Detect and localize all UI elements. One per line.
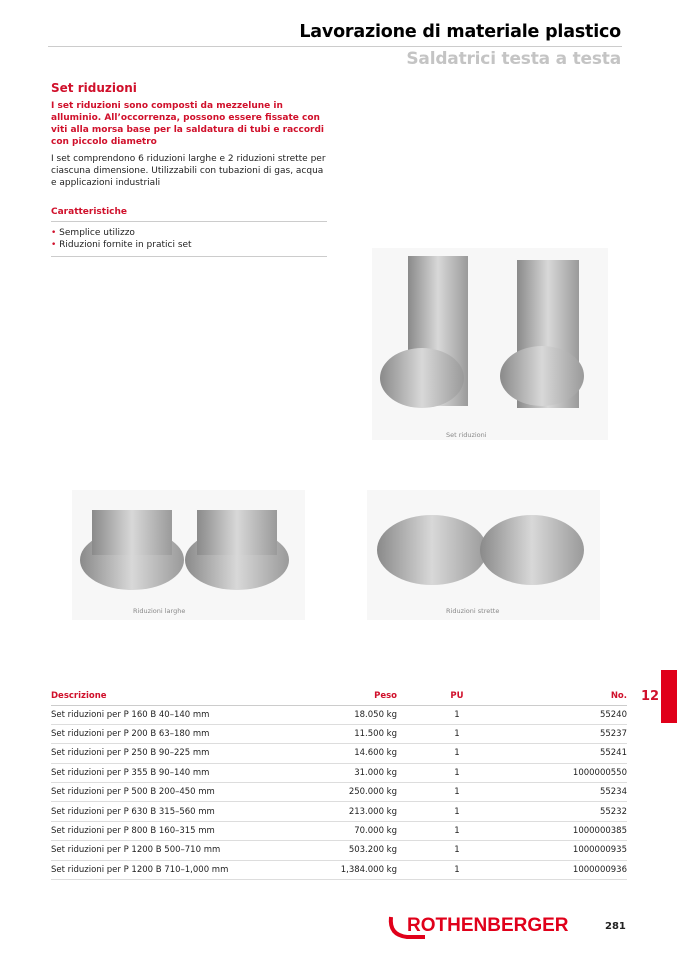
cell-weight: 503.200 kg: [277, 841, 397, 860]
cell-pu: 1: [397, 783, 517, 802]
cell-pu: 1: [397, 860, 517, 879]
features-list: [51, 228, 327, 257]
section-body: I set comprendono 6 riduzioni larghe e 2 riduzioni strette per ciascuna dimensione. Utilizzabili con tubazioni di gas, acqua e applicazioni industriali: [51, 154, 326, 188]
narrow-photo-caption: Riduzioni strette: [446, 607, 500, 615]
cell-weight: 11.500 kg: [277, 724, 397, 743]
cell-weight: 18.050 kg: [277, 705, 397, 724]
col-pu: PU: [397, 688, 517, 705]
product-table: [51, 688, 627, 880]
cell-description: Set riduzioni per P 1200 B 500–710 mm: [51, 841, 277, 860]
brand-logo-mark: [385, 909, 590, 941]
narrow-reductions-photo: [367, 490, 600, 620]
cell-weight: 250.000 kg: [277, 783, 397, 802]
cell-weight: 213.000 kg: [277, 802, 397, 821]
cell-weight: 70.000 kg: [277, 821, 397, 840]
svg-text:ROTHENBERGER: ROTHENBERGER: [407, 915, 569, 936]
cell-description: Set riduzioni per P 200 B 63–180 mm: [51, 724, 277, 743]
section-intro: I set riduzioni sono composti da mezzelune in alluminio. All’occorrenza, possono essere fissate con viti alla morsa base per la saldatura di tubi e raccordi con piccolo diametro: [51, 101, 324, 147]
cell-description: Set riduzioni per P 160 B 40–140 mm: [51, 705, 277, 724]
cell-number: 1000000385: [517, 821, 627, 840]
features-title: Caratteristiche: [51, 207, 327, 222]
table-row: [51, 821, 627, 840]
cell-weight: 1,384.000 kg: [277, 860, 397, 879]
wide-reductions-illustration: [72, 490, 305, 600]
cell-pu: 1: [397, 724, 517, 743]
feature-item: • Riduzioni fornite in pratici set: [51, 240, 327, 252]
cell-pu: 1: [397, 744, 517, 763]
wide-photo-caption: Riduzioni larghe: [133, 607, 186, 615]
rothenberger-logo: [385, 909, 590, 945]
narrow-reductions-illustration: [367, 490, 600, 600]
col-weight: Peso: [277, 688, 397, 705]
chapter-number: 12: [641, 689, 660, 704]
col-description: Descrizione: [51, 688, 277, 705]
cell-pu: 1: [397, 841, 517, 860]
feature-item: • Semplice utilizzo: [51, 228, 327, 240]
cell-description: Set riduzioni per P 630 B 315–560 mm: [51, 802, 277, 821]
main-product-photo: [372, 248, 608, 440]
table-row: [51, 802, 627, 821]
cell-description: Set riduzioni per P 500 B 200–450 mm: [51, 783, 277, 802]
table-row: [51, 860, 627, 879]
page-number: 281: [605, 921, 626, 932]
table-row: [51, 763, 627, 782]
cell-number: 1000000936: [517, 860, 627, 879]
cell-number: 55232: [517, 802, 627, 821]
cell-pu: 1: [397, 802, 517, 821]
cell-number: 55240: [517, 705, 627, 724]
wide-reductions-photo: [72, 490, 305, 620]
cell-weight: 31.000 kg: [277, 763, 397, 782]
page-title: Lavorazione di materiale plastico: [299, 22, 621, 42]
cell-description: Set riduzioni per P 250 B 90–225 mm: [51, 744, 277, 763]
cell-description: Set riduzioni per P 1200 B 710–1,000 mm: [51, 860, 277, 879]
cell-description: Set riduzioni per P 355 B 90–140 mm: [51, 763, 277, 782]
section-title: Set riduzioni: [51, 81, 137, 95]
main-photo-caption: Set riduzioni: [446, 431, 487, 439]
chapter-tab: [661, 670, 677, 723]
cell-pu: 1: [397, 705, 517, 724]
page-subtitle: Saldatrici testa a testa: [406, 49, 621, 69]
cell-number: 55234: [517, 783, 627, 802]
cell-pu: 1: [397, 763, 517, 782]
table-row: [51, 744, 627, 763]
cell-number: 1000000550: [517, 763, 627, 782]
cell-number: 1000000935: [517, 841, 627, 860]
cell-number: 55241: [517, 744, 627, 763]
table-row: [51, 724, 627, 743]
table-row: [51, 841, 627, 860]
cell-number: 55237: [517, 724, 627, 743]
table-row: [51, 705, 627, 724]
cell-weight: 14.600 kg: [277, 744, 397, 763]
reduction-set-illustration: [372, 248, 608, 440]
cell-description: Set riduzioni per P 800 B 160–315 mm: [51, 821, 277, 840]
table-row: [51, 783, 627, 802]
col-number: No.: [517, 688, 627, 705]
cell-pu: 1: [397, 821, 517, 840]
title-divider: [48, 46, 622, 47]
